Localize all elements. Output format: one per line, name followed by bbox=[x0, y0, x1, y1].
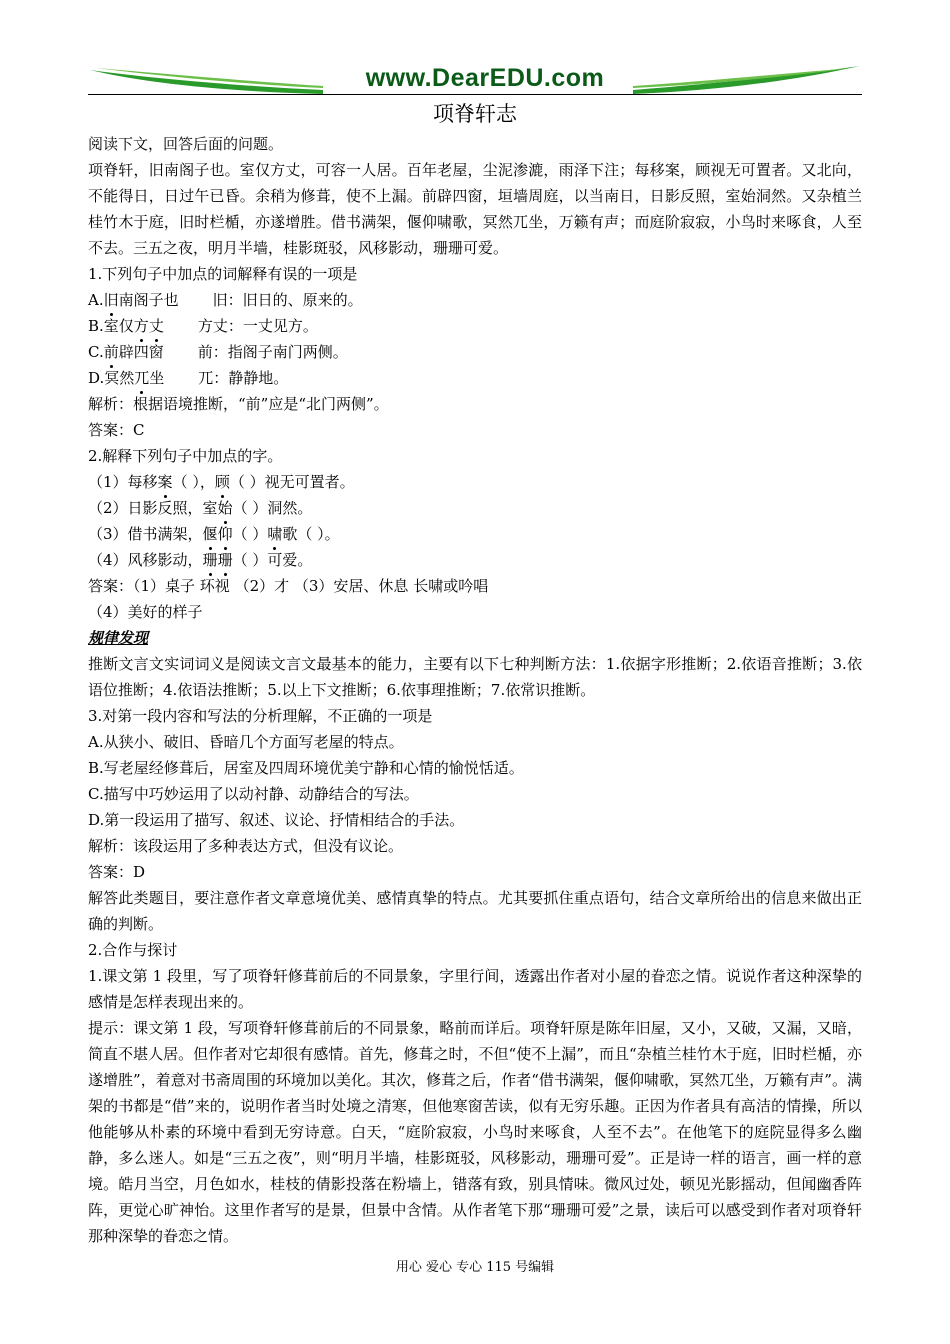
page-title: 项脊轩志 bbox=[433, 102, 517, 126]
q1-c-text: 辟四窗 bbox=[118, 343, 164, 361]
q2-1-dotted-a: 案 bbox=[158, 469, 173, 495]
site-logo-text: www.DearEDU.com bbox=[365, 64, 605, 92]
site-header bbox=[88, 60, 862, 96]
q2-1-dotted-b: 顾 bbox=[215, 469, 230, 495]
q2-3-dotted-c: 啸 bbox=[267, 521, 282, 547]
q1-a-dotted: 旧 bbox=[104, 287, 119, 313]
q2-1-text-c: （ ）视无可置者。 bbox=[229, 473, 355, 491]
q1-c-prefix: C. bbox=[88, 343, 104, 361]
q1-c-dotted: 前 bbox=[104, 339, 119, 365]
discussion-question: 1.课文第 1 段里，写了项脊轩修葺前后的不同景象，字里行间，透露出作者对小屋的眷恋之情。说说作者这种深挚的感情是怎样表现出来的。 bbox=[88, 967, 862, 1011]
q1-c-note: 前：指阁子南门两侧。 bbox=[197, 343, 348, 361]
intro-line: 阅读下文，回答后面的问题。 bbox=[88, 135, 284, 153]
q1-b-note: 方丈：一丈见方。 bbox=[197, 317, 318, 335]
document-body bbox=[88, 131, 862, 1249]
q2-answer-continued: （4）美好的样子 bbox=[88, 603, 203, 621]
q1-answer: 答案：C bbox=[88, 421, 145, 439]
passage-text: 项脊轩，旧南阁子也。室仅方丈，可容一人居。百年老屋，尘泥渗漉，雨泽下注；每移案，顾视无可置者。又北向，不能得日，日过午已昏。余稍为修葺，使不上漏。前辟四窗，垣墙周庭，以当南日，日影反照，室始洞然。又杂植兰桂竹木于庭，旧时栏楯，亦遂增胜。借书满架，偃仰啸歌，冥然兀坐，万籁有声；而庭阶寂寂，小鸟时来啄食，人至不去。三五之夜，明月半墙，桂影斑驳，风移影动，珊珊可爱。 bbox=[88, 161, 862, 257]
q2-4-dotted-b: 珊 bbox=[218, 547, 233, 573]
q1-a-note: 旧：旧日的、原来的。 bbox=[212, 291, 363, 309]
q1-b-prefix: B.室仅 bbox=[88, 317, 134, 335]
q2-3-text-b: （ ） bbox=[232, 525, 268, 543]
q2-1-text-b: （ ）， bbox=[172, 473, 215, 491]
answering-tip: 解答此类题目，要注意作者文章意境优美、感情真挚的特点。尤其要抓住重点语句，结合文章所给出的信息来做出正确的判断。 bbox=[88, 889, 862, 933]
q2-3-text-c: 歌（ ）。 bbox=[282, 525, 340, 543]
q3-stem: 3.对第一段内容和写法的分析理解，不正确的一项是 bbox=[88, 707, 433, 725]
q3-option-a: A.从狭小、破旧、昏暗几个方面写老屋的特点。 bbox=[88, 733, 404, 751]
q2-4-dotted-a: 珊 bbox=[203, 547, 218, 573]
q1-d-prefix: D.冥然 bbox=[88, 369, 135, 387]
page-footer: 用心 爱心 专心 115 号编辑 bbox=[395, 1260, 555, 1275]
q2-2-text-b: （ ）洞然。 bbox=[232, 499, 313, 517]
q1-a-prefix: A. bbox=[88, 291, 104, 309]
q1-b-dotted-1: 方 bbox=[134, 313, 149, 339]
rule-text: 推断文言文实词词义是阅读文言文最基本的能力，主要有以下七种判断方法：1.依据字形推断；2.依语音推断；3.依语位推断；4.依语法推断；5.以上下文推断；6.依事理推断；7.依常识推断。 bbox=[88, 655, 862, 699]
q2-item-2 bbox=[88, 495, 862, 521]
rule-heading-text: 规律发现 bbox=[88, 629, 149, 647]
q1-option-b bbox=[88, 313, 862, 339]
q1-stem: 1.下列句子中加点的词解释有误的一项是 bbox=[88, 265, 358, 283]
section-heading: 2.合作与探讨 bbox=[88, 941, 178, 959]
q2-item-3 bbox=[88, 521, 862, 547]
q3-option-d: D.第一段运用了描写、叙述、议论、抒情相结合的手法。 bbox=[88, 811, 465, 829]
q2-3-text-a: （3）借书满架， bbox=[88, 525, 203, 543]
q2-4-text-b: （ ）可爱。 bbox=[232, 551, 313, 569]
q3-option-c: C.描写中巧妙运用了以动衬静、动静结合的写法。 bbox=[88, 785, 419, 803]
discussion-hint: 提示：课文第 1 段，写项脊轩修葺前后的不同景象，略前而详后。项脊轩原是陈年旧屋，又小，又破，又漏，又暗，简直不堪人居。但作者对它却很有感情。首先，修葺之时，不但“使不上漏”，而且“杂植兰桂竹木于庭，旧时栏楯，亦遂增胜”，着意对书斋周围的环境加以美化。其次，修葺之后，作者“借书满架，偃仰啸歌，冥然兀坐，万籁有声”。满架的书都是“借”来的，说明作者当时处境之清寒，但他寒窗苦读，似有无穷乐趣。正因为作者具有高洁的情操，所以他能够从朴素的环境中看到无穷诗意。白天，“庭阶寂寂，小鸟时来啄食，人至不去”。在他笔下的庭院显得多么幽静，多么迷人。如是“三五之夜”，则“明月半墙，桂影斑驳，风移影动，珊珊可爱”。正是诗一样的语言，画一样的意境。皓月当空，月色如水，桂枝的倩影投落在粉墙上，错落有致，别具情味。微风过处，顿见光影摇动，但闻幽香阵阵，更觉心旷神怡。这里作者写的是景，但景中含情。从作者笔下那“珊珊可爱”之景，读后可以感受到作者对项脊轩那种深挚的眷恋之情。 bbox=[88, 1019, 862, 1245]
q1-option-d bbox=[88, 365, 862, 391]
q1-analysis: 解析：根据语境推断，“前”应是“北门两侧”。 bbox=[88, 395, 389, 413]
q2-2-dotted-a: 始 bbox=[218, 495, 233, 521]
q3-answer: 答案：D bbox=[88, 863, 146, 881]
q2-1-text-a: （1）每移 bbox=[88, 473, 158, 491]
q2-4-text-a: （4）风移影动， bbox=[88, 551, 203, 569]
q2-3-dotted-b: 仰 bbox=[218, 521, 233, 547]
q2-2-text-a: （2）日影反照，室 bbox=[88, 499, 218, 517]
q2-answer: 答案：（1）桌子 环视 （2）才 （3）安居、休息 长啸或吟唱 bbox=[88, 577, 489, 595]
q1-d-note: 兀：静静地。 bbox=[198, 369, 289, 387]
rule-heading bbox=[88, 625, 862, 651]
q3-option-b: B.写老屋经修葺后，居室及四周环境优美宁静和心情的愉悦恬适。 bbox=[88, 759, 524, 777]
q2-item-4 bbox=[88, 547, 862, 573]
q3-analysis: 解析：该段运用了多种表达方式，但没有议论。 bbox=[88, 837, 404, 855]
q2-item-1 bbox=[88, 469, 862, 495]
q1-d-text: 坐 bbox=[149, 369, 165, 387]
q1-b-dotted-2: 丈 bbox=[149, 313, 164, 339]
q1-option-a bbox=[88, 287, 862, 313]
header-rule bbox=[88, 94, 862, 95]
q2-stem: 2.解释下列句子中加点的字。 bbox=[88, 447, 283, 465]
q1-d-dotted: 兀 bbox=[134, 365, 149, 391]
q2-3-dotted-a: 偃 bbox=[203, 521, 218, 547]
q1-option-c bbox=[88, 339, 862, 365]
q1-a-text: 南阁子也 bbox=[118, 291, 179, 309]
